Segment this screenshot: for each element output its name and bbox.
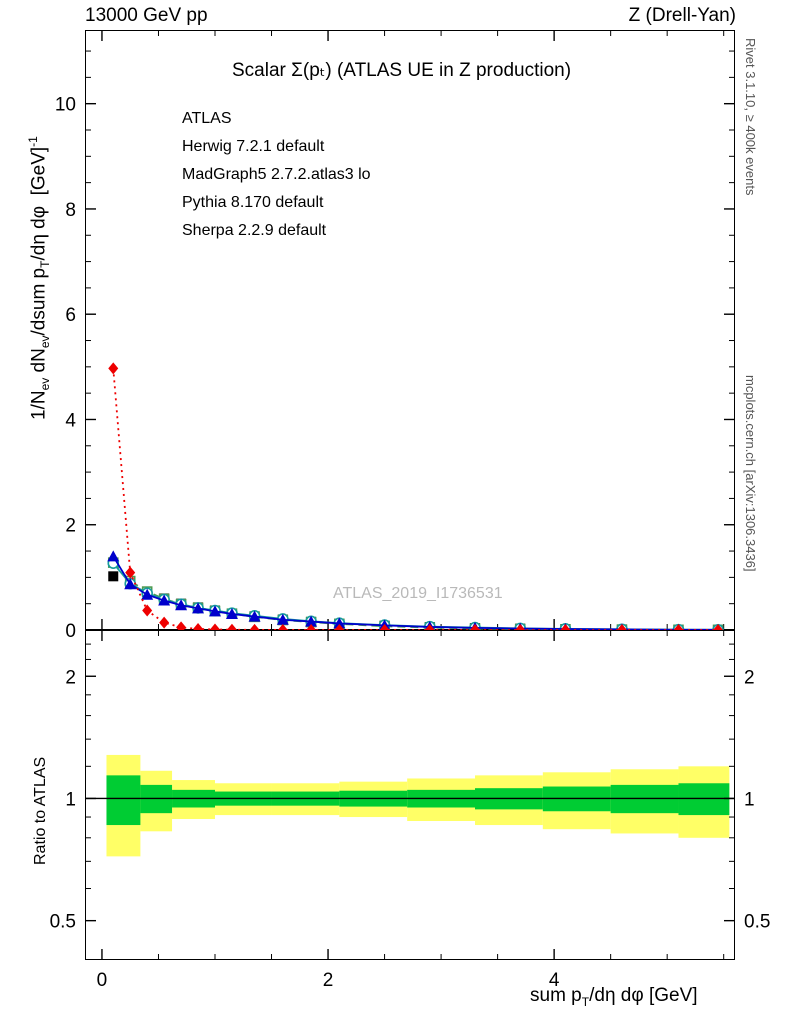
data-point bbox=[278, 624, 288, 636]
legend-label-3: Pythia 8.170 default bbox=[182, 194, 324, 211]
legend-label-2: MadGraph5 2.7.2.atlas3 lo bbox=[182, 166, 371, 183]
main-y-tick-label: 10 bbox=[54, 94, 76, 116]
legend-label-0: ATLAS bbox=[182, 110, 232, 127]
series-line-4 bbox=[113, 368, 718, 630]
rivet-info-label: Rivet 3.1.10, ≥ 400k events bbox=[743, 38, 758, 196]
ratio-y-axis-label: Ratio to ATLAS bbox=[32, 756, 49, 865]
ratio-uncertainty-band-inner bbox=[678, 783, 729, 815]
series-line-3 bbox=[113, 556, 718, 629]
data-point bbox=[142, 605, 152, 617]
x-tick-label: 0 bbox=[96, 970, 108, 991]
series-markers-2 bbox=[108, 558, 723, 635]
header-left: 13000 GeV pp bbox=[85, 5, 208, 26]
x-tick-label: 2 bbox=[322, 970, 334, 991]
main-y-tick-label: 6 bbox=[65, 305, 76, 327]
legend-label-4: Sherpa 2.2.9 default bbox=[182, 222, 327, 239]
series-markers-1 bbox=[109, 558, 723, 634]
data-point bbox=[193, 623, 203, 635]
plot-title: Scalar Σ(pₜ) (ATLAS UE in Z production) bbox=[232, 60, 572, 81]
header-right: Z (Drell-Yan) bbox=[628, 5, 736, 26]
watermark-label: ATLAS_2019_I1736531 bbox=[333, 585, 503, 602]
ratio-y-tick-label-right: 0.5 bbox=[744, 911, 771, 933]
main-y-tick-label: 8 bbox=[65, 199, 76, 221]
ratio-y-tick-label-right: 2 bbox=[744, 667, 755, 689]
data-point bbox=[108, 571, 118, 581]
data-point bbox=[227, 624, 237, 636]
data-point bbox=[159, 617, 169, 629]
ratio-y-tick-label: 2 bbox=[65, 667, 76, 689]
mcplots-label: mcplots.cern.ch [arXiv:1306.3436] bbox=[743, 375, 758, 572]
main-y-tick-label: 0 bbox=[65, 621, 76, 642]
data-point bbox=[108, 362, 118, 374]
data-point bbox=[250, 624, 260, 636]
ratio-y-tick-label: 1 bbox=[65, 789, 76, 811]
x-tick-label: 4 bbox=[548, 970, 560, 991]
main-y-axis-label: $1/N_{ev}$ $dN_{ev}$/dsum $p_T/d\eta$ dφ [GeV]$^{-1}$ bbox=[26, 136, 53, 420]
ratio-y-tick-label-right: 1 bbox=[744, 789, 755, 811]
main-y-tick-label: 2 bbox=[65, 515, 76, 537]
series-markers-4 bbox=[108, 362, 723, 636]
data-point bbox=[107, 550, 119, 561]
data-point bbox=[176, 621, 186, 633]
series-markers-3 bbox=[107, 550, 724, 634]
ratio-uncertainty-band-inner bbox=[106, 775, 140, 825]
series-line-2 bbox=[113, 563, 718, 630]
ratio-y-tick-label: 0.5 bbox=[49, 911, 76, 933]
series-line-1 bbox=[113, 563, 718, 630]
x-axis-label: sum $p_T/d\eta$ dφ [GeV] bbox=[530, 985, 698, 1009]
main-y-tick-label: 4 bbox=[65, 410, 76, 432]
legend-label-1: Herwig 7.2.1 default bbox=[182, 138, 325, 155]
